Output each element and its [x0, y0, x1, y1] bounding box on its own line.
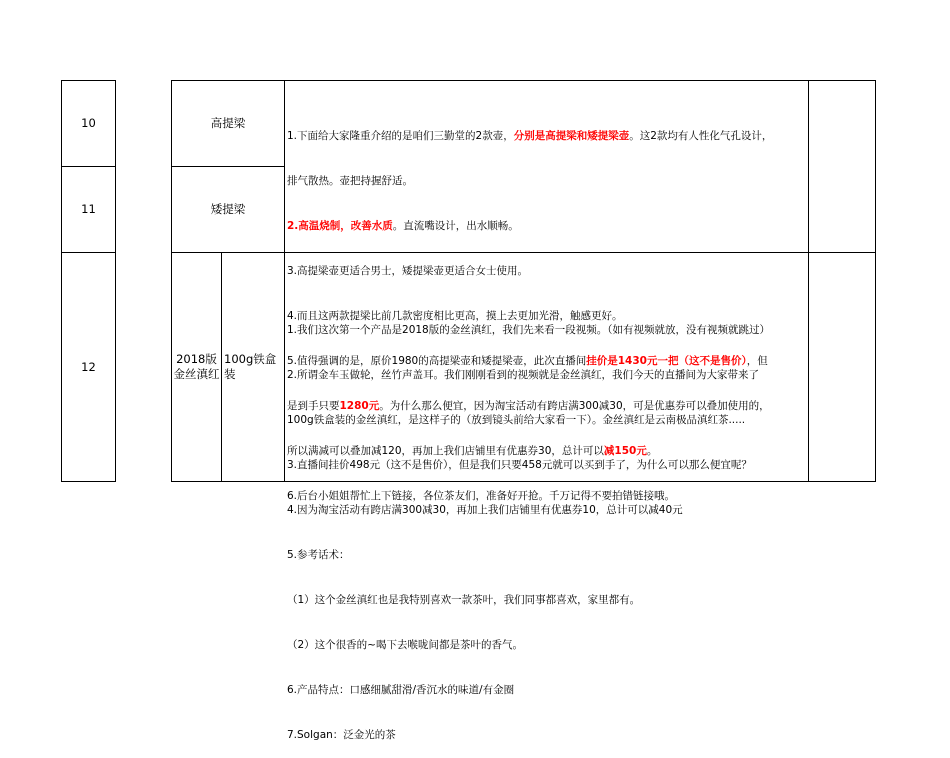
- desc-line: 6.后台小姐姐帮忙上下链接，各位茶友们，准备好开抢。千万记得不要拍错链接哦。: [287, 490, 676, 502]
- desc-line: 是到手只要1280元。为什么那么便宜，因为淘宝活动有跨店满300减30，可是优惠券可以叠加使用的，: [287, 400, 770, 412]
- grid-line: [284, 80, 285, 482]
- grid-line: [61, 481, 116, 482]
- desc-line: 3.高提梁壶更适合男士，矮提梁壶更适合女士使用。: [287, 265, 529, 277]
- desc-line: （2）这个很香的~喝下去喉咙间都是茶叶的香气。: [287, 639, 523, 651]
- desc-line: 2.高温烧制，改善水质。直流嘴设计，出水顺畅。: [287, 220, 519, 232]
- desc-line: 100g铁盒装的金丝滇红，是这样子的（放到镜头前给大家看一下）。金丝滇红是云南极品滇红茶.....: [287, 414, 746, 426]
- grid-line: [115, 80, 116, 482]
- row-number: 10: [81, 116, 96, 130]
- desc-line: 6.产品特点：口感细腻甜滑/香沉水的味道/有金圈: [287, 684, 515, 696]
- desc-line: 5.参考话术：: [287, 549, 350, 561]
- desc-line: 2.所谓金车玉做轮，丝竹声盖耳。我们刚刚看到的视频就是金丝滇红，我们今天的直播间为大家带来了: [287, 369, 760, 381]
- row-number: 11: [81, 202, 96, 216]
- desc-line: （1）这个金丝滇红也是我特别喜欢一款茶叶，我们同事都喜欢，家里都有。: [287, 594, 641, 606]
- row-number: 12: [81, 359, 96, 374]
- desc-line: 所以满减可以叠加减120，再加上我们店铺里有优惠券30，总计可以减150元。: [287, 445, 658, 457]
- desc-line: 7.Solgan：泛金光的茶: [287, 729, 396, 741]
- product-name: 矮提梁: [210, 202, 246, 216]
- description-block-2: [287, 293, 805, 758]
- desc-line: 1.下面给大家隆重介绍的是咱们三勤堂的2款壶，分别是高提梁和矮提梁壶。这2款均有人性化气孔设计，: [287, 130, 773, 142]
- grid-line: [875, 80, 876, 482]
- desc-line: 4.因为淘宝活动有跨店满300减30，再加上我们店铺里有优惠券10，总计可以减40元: [287, 504, 683, 516]
- desc-line: 3.直播间挂价498元（这不是售价），但是我们只要458元就可以买到手了，为什么可以那么便宜呢？: [287, 459, 752, 471]
- desc-line: 1.我们这次第一个产品是2018版的金丝滇红，我们先来看一段视频。（如有视频就放，没有视频就跳过）: [287, 324, 770, 336]
- grid-line: [808, 80, 809, 482]
- desc-line: 5.值得强调的是，原价1980的高提梁壶和矮提梁壶，此次直播间挂价是1430元一把（这不是售价），但: [287, 355, 768, 367]
- desc-line: 排气散热。壶把持握舒适。: [287, 175, 413, 187]
- product-spec: 100g铁盒 装: [224, 352, 277, 381]
- product-name: 2018版 金丝滇红: [173, 352, 220, 381]
- desc-line: 4.而且这两款提梁比前几款密度相比更高，摸上去更加光滑，触感更好。: [287, 310, 623, 322]
- product-name: 高提梁: [210, 116, 246, 130]
